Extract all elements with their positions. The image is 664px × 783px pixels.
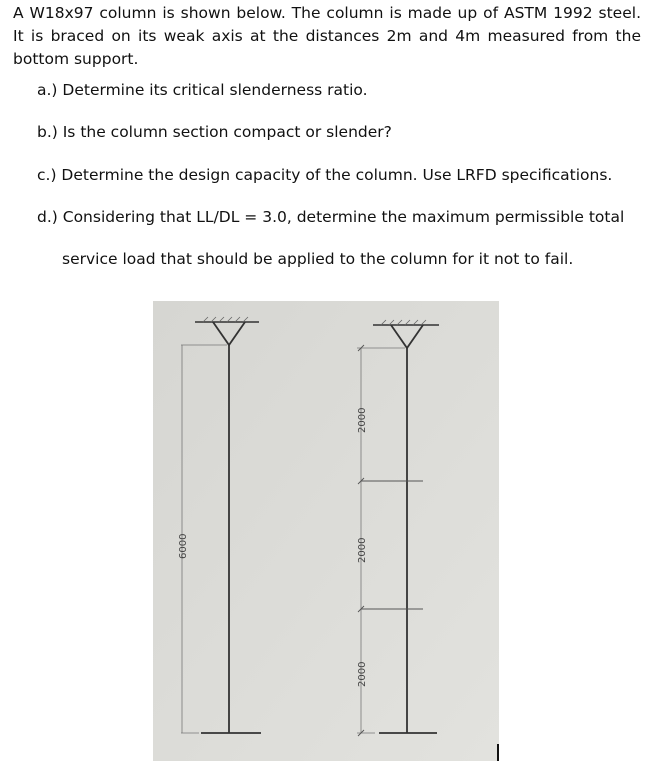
left-dimension-label: 6000 bbox=[178, 533, 189, 559]
right-segment-label-top: 2000 bbox=[357, 407, 368, 433]
question-b: b.) Is the column section compact or slender? bbox=[37, 123, 392, 141]
question-a: a.) Determine its critical slenderness ratio. bbox=[37, 81, 368, 99]
question-d-continued: service load that should be applied to the column for it not to fail. bbox=[62, 250, 574, 268]
question-c: c.) Determine the design capacity of the column. Use LRFD specifications. bbox=[37, 166, 613, 184]
column-diagram-svg bbox=[153, 301, 499, 761]
right-segment-label-bottom: 2000 bbox=[357, 661, 368, 687]
crop-mark bbox=[497, 744, 499, 761]
right-segment-label-middle: 2000 bbox=[357, 537, 368, 563]
photo-background bbox=[153, 301, 499, 761]
column-diagram bbox=[153, 301, 499, 761]
problem-statement: A W18x97 column is shown below. The column is made up of ASTM 1992 steel. It is braced on its weak axis at the distances 2m and 4m measured from the bottom support. bbox=[13, 4, 641, 68]
question-d: d.) Considering that LL/DL = 3.0, determine the maximum permissible total bbox=[37, 208, 625, 226]
